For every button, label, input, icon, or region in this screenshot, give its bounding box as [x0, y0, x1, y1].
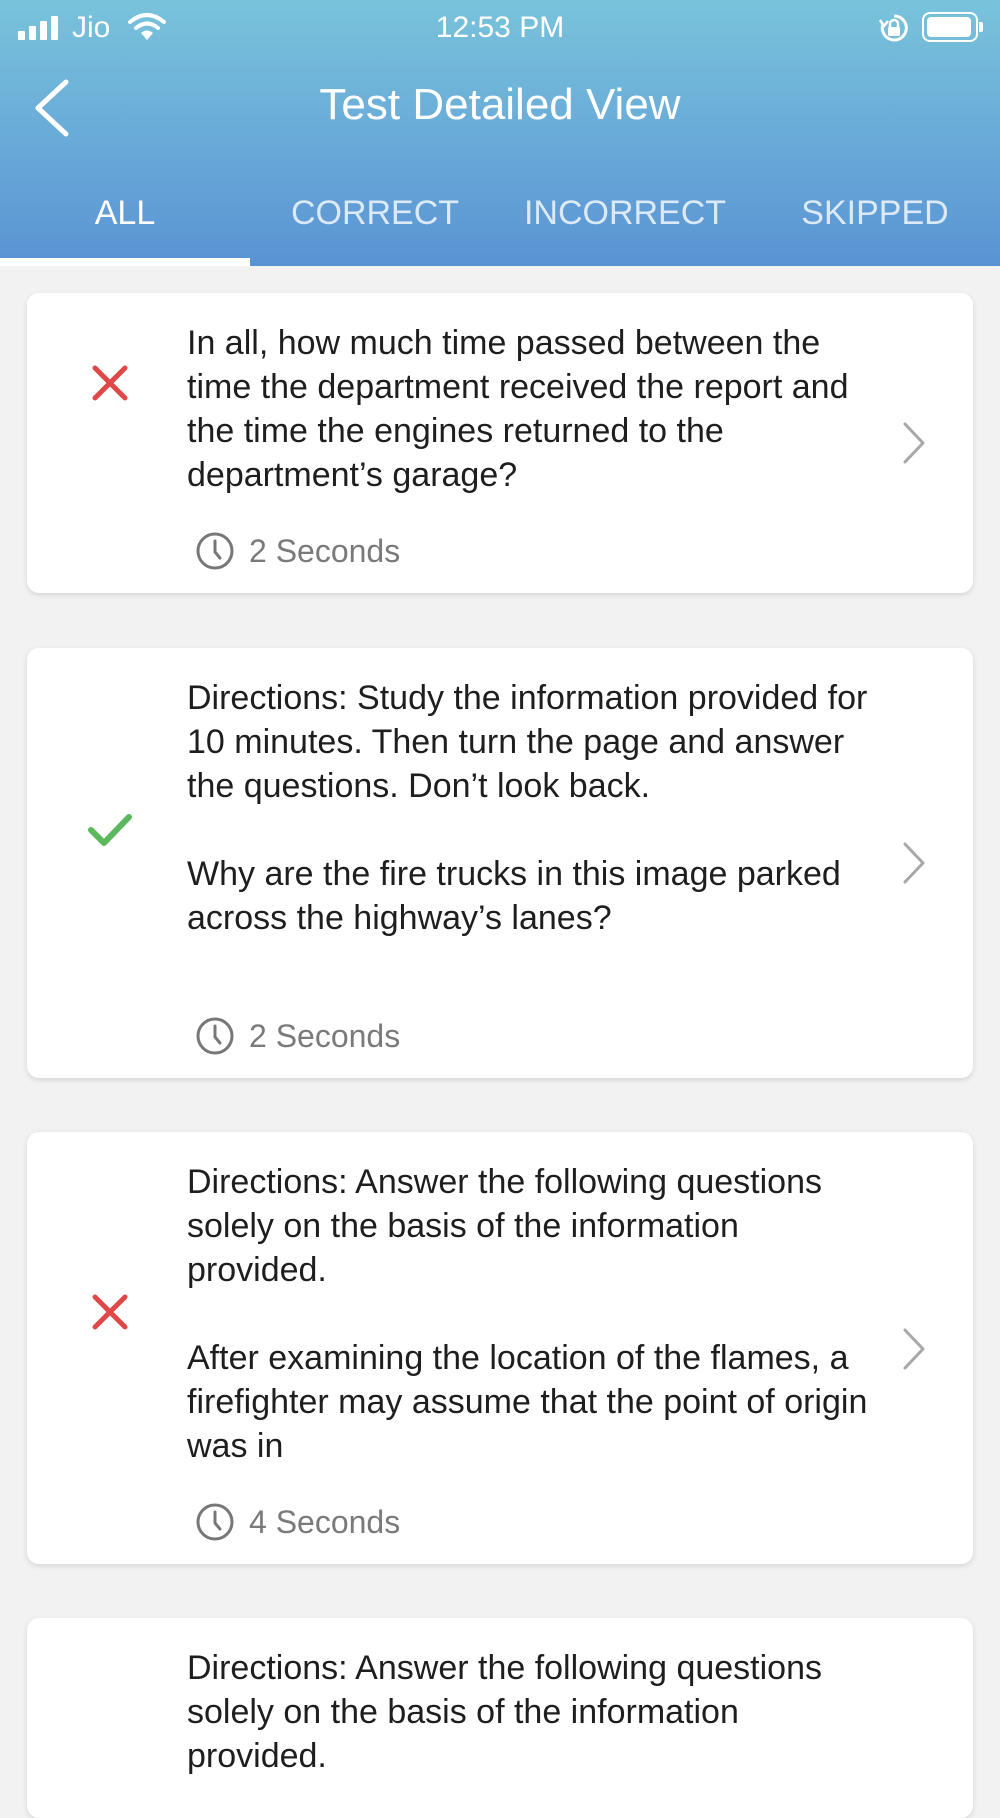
- cross-icon: [85, 1287, 135, 1337]
- question-card[interactable]: [27, 648, 973, 1078]
- question-text: Directions: Answer the following questions solely on the basis of the information provided.: [187, 1649, 822, 1775]
- tab-skipped[interactable]: SKIPPED: [801, 194, 949, 232]
- chevron-right-icon[interactable]: [899, 418, 929, 468]
- tab-incorrect[interactable]: INCORRECT: [523, 194, 727, 232]
- time-spent: [195, 1502, 400, 1542]
- clock-icon: [195, 1502, 235, 1542]
- active-tab-indicator: [0, 258, 250, 266]
- tab-all[interactable]: ALL: [94, 194, 156, 232]
- question-card[interactable]: [27, 1132, 973, 1564]
- rotation-lock-icon: [878, 13, 910, 43]
- question-text: In all, how much time passed between the time the department received the report and the time the engines returned to the department’s garage?: [187, 324, 849, 494]
- status-time: 12:53 PM: [435, 11, 565, 44]
- time-spent: [195, 531, 400, 571]
- check-icon: [85, 803, 135, 853]
- clock-icon: [195, 1016, 235, 1056]
- question-card[interactable]: [27, 293, 973, 593]
- time-label: 2 Seconds: [249, 532, 401, 569]
- battery-icon: [922, 12, 978, 42]
- time-spent: [195, 1016, 400, 1056]
- clock-icon: [195, 531, 235, 571]
- page-title: Test Detailed View: [319, 80, 681, 129]
- chevron-right-icon[interactable]: [899, 1324, 929, 1374]
- question-card[interactable]: [27, 1618, 973, 1818]
- time-label: 2 Seconds: [249, 1017, 401, 1054]
- question-text: Directions: Study the information provided for 10 minutes. Then turn the page and answer the questions. Don’t look back. Why are the fire trucks in this image parked across the highway’s lanes?: [187, 679, 868, 937]
- filter-tabs: [0, 180, 1000, 266]
- status-bar: [0, 0, 1000, 58]
- tab-correct[interactable]: CORRECT: [290, 194, 460, 232]
- app-header: [0, 0, 1000, 266]
- time-label: 4 Seconds: [249, 1503, 401, 1540]
- carrier-name: Jio: [72, 11, 111, 44]
- chevron-right-icon[interactable]: [899, 838, 929, 888]
- cross-icon: [85, 358, 135, 408]
- question-text: Directions: Answer the following questions solely on the basis of the information provided. After examining the location of the flames, a firefighter may assume that the point of origin was in: [187, 1163, 868, 1465]
